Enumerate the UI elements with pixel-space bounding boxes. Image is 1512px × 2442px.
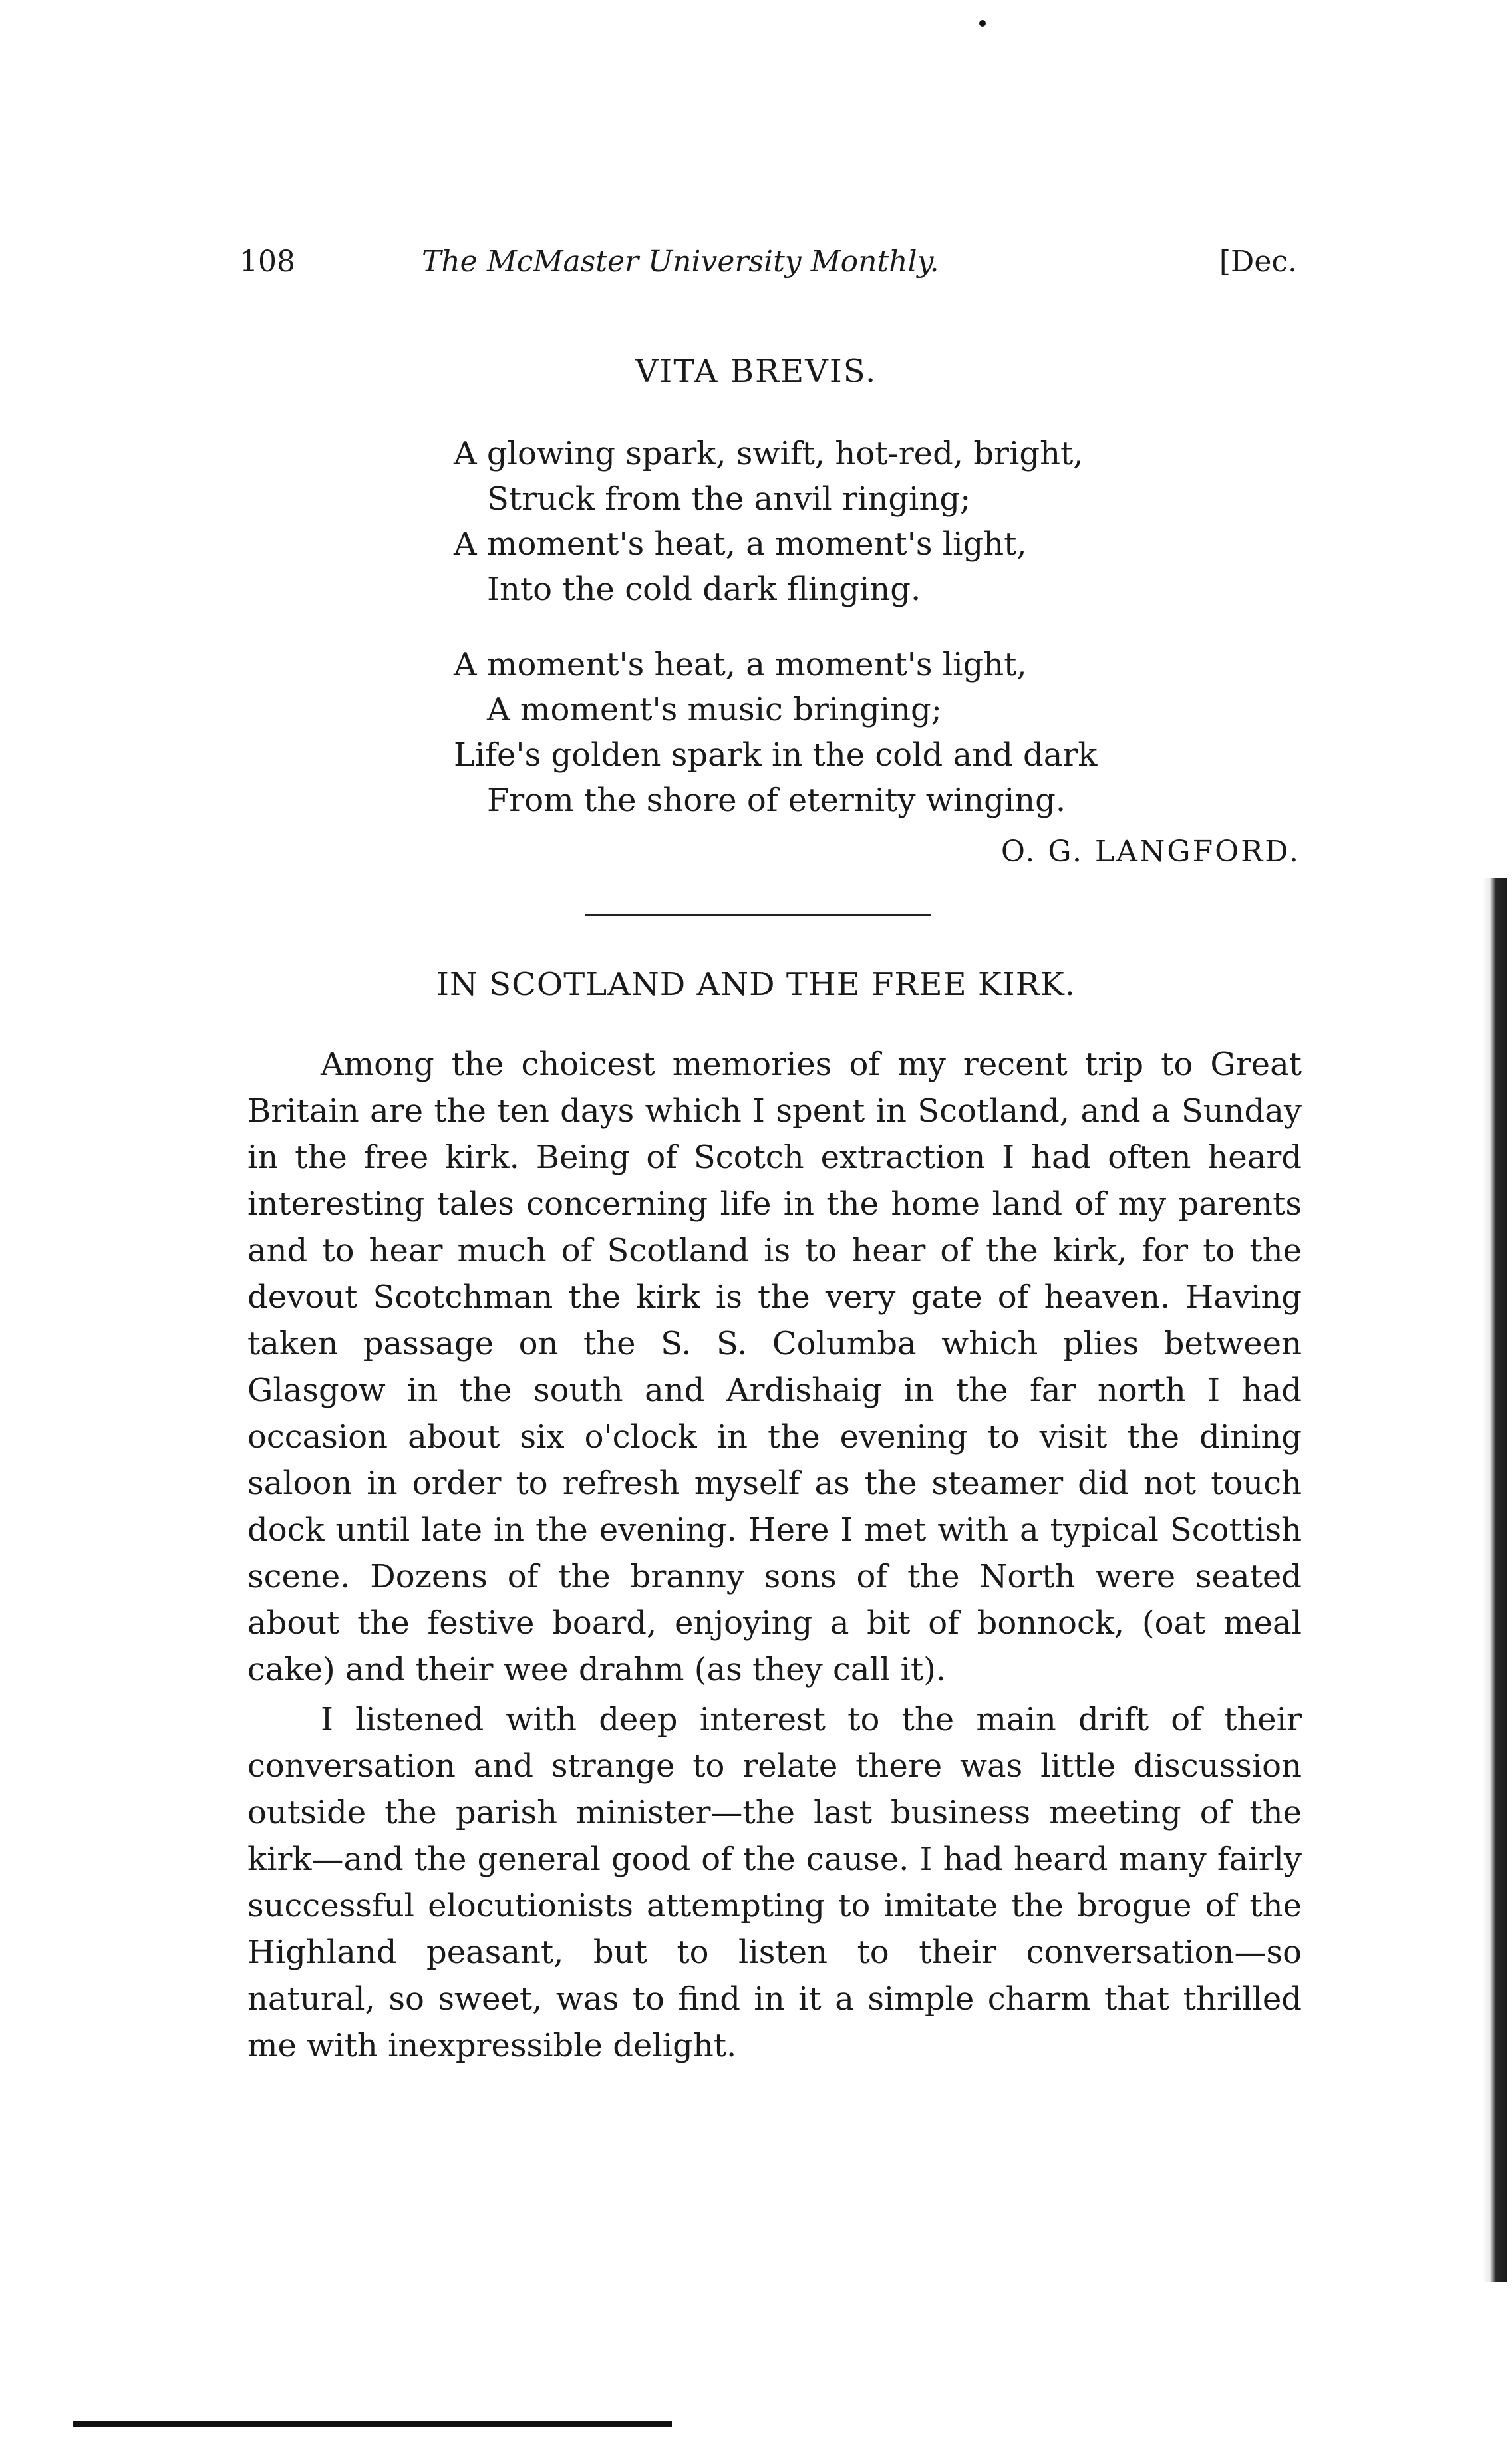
poem-stanza <box>454 431 1084 612</box>
poem-title: VITA BREVIS. <box>635 353 877 390</box>
article-paragraph: Among the choicest memories of my recent trip to Great Britain are the ten days which I spent in Scotland, and a Sunday in the free kirk. Being of Scotch extraction I had often heard interesting tales concerning life in the home land of my parents and to hear much of Scotland is to hear of the kirk, for to the devout Scotchman the kirk is the very gate of heaven. Having taken passage on the S. S. Columba which plies between Glasgow in the south and Ardishaig in the far north I had occasion about six o'clock in the evening to visit the dining saloon in order to refresh myself as the steamer did not touch dock until late in the evening. Here I met with a typical Scottish scene. Dozens of the branny sons of the North were seated about the festive board, enjoying a bit of bonnock, (oat meal cake) and their wee drahm (as they call it). <box>247 1046 1302 1688</box>
poem-line: A moment's music bringing; <box>487 691 942 728</box>
poem-author: O. G. LANGFORD. <box>1000 835 1300 869</box>
poem-line: From the shore of eternity winging. <box>487 782 1066 819</box>
poem-line: Struck from the anvil ringing; <box>487 480 971 518</box>
scan-speck <box>979 20 986 27</box>
poem-line: A moment's heat, a moment's light, <box>454 526 1027 563</box>
poem-stanza <box>454 642 1097 823</box>
scan-edge-shadow <box>1483 878 1507 2282</box>
article-title: IN SCOTLAND AND THE FREE KIRK. <box>436 966 1076 1003</box>
page-number: 108 <box>239 245 295 279</box>
poem-line: Into the cold dark flinging. <box>487 571 921 608</box>
scan-bottom-edge <box>73 2421 672 2427</box>
poem-line: A glowing spark, swift, hot-red, bright, <box>454 435 1084 472</box>
running-header <box>239 245 1297 291</box>
journal-title: The McMaster University Monthly. <box>422 245 939 279</box>
article-paragraph: I listened with deep interest to the main drift of their conversation and strange to relate there was little discussion outside the parish minister—the last business meeting of the kirk—and the general good of the cause. I had heard many fairly successful elocutionists attempting to imitate the brogue of the Highland peasant, but to listen to their conversation—so natural, so sweet, was to find in it a simple charm that thrilled me with inexpressible delight. <box>247 1701 1302 2064</box>
issue-month: [Dec. <box>1219 245 1297 279</box>
poem-line: Life's golden spark in the cold and dark <box>454 736 1098 774</box>
section-divider <box>585 914 931 916</box>
poem-line: A moment's heat, a moment's light, <box>454 646 1027 683</box>
